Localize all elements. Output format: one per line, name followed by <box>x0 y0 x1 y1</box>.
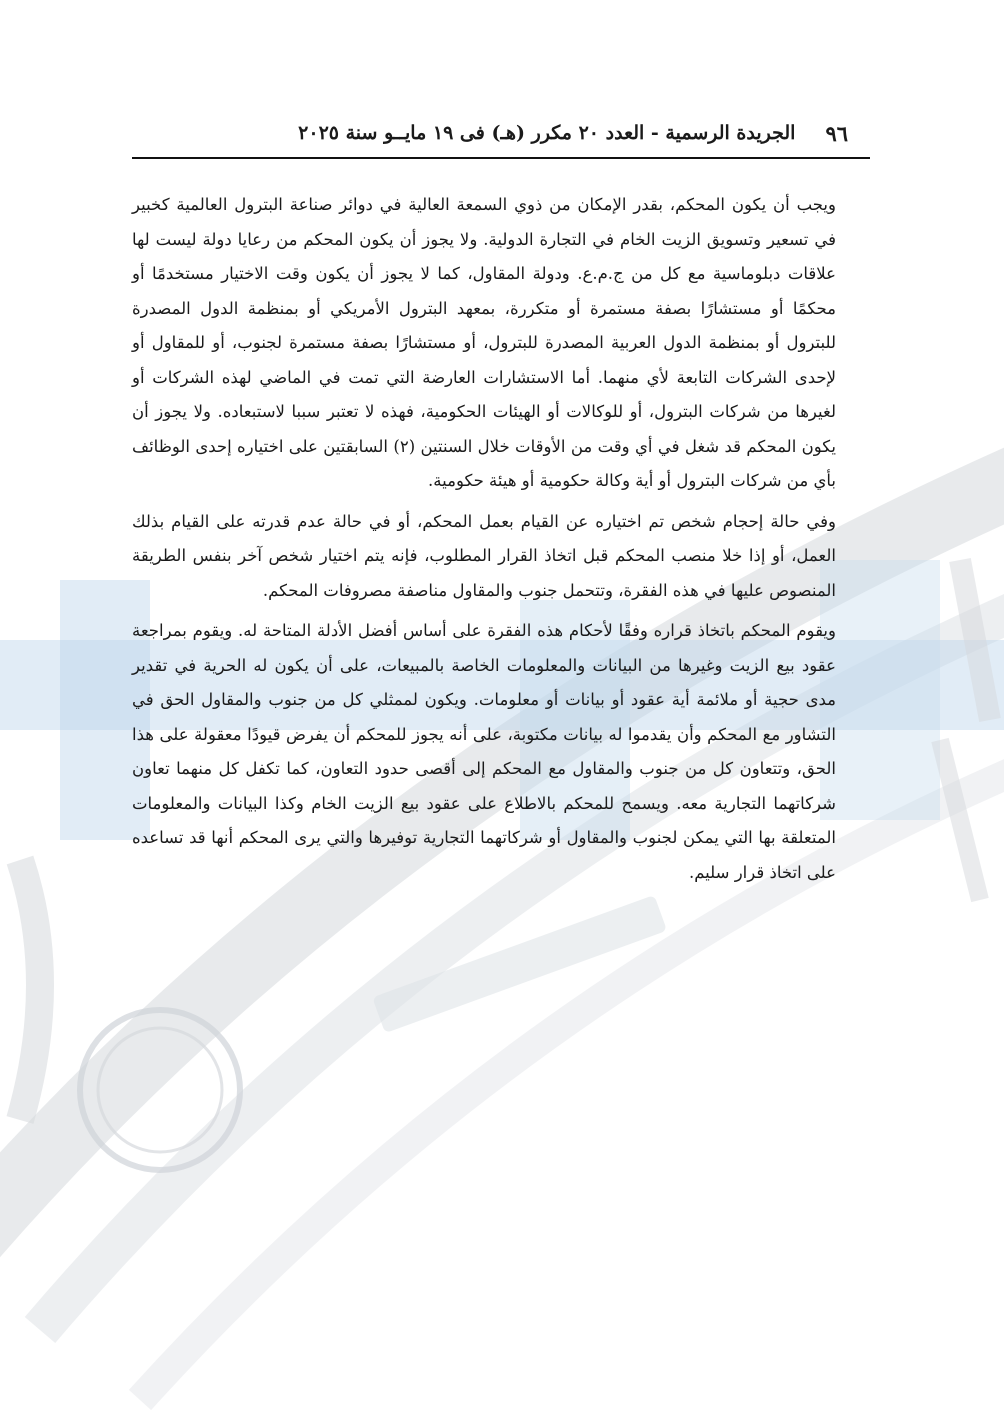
header-rule <box>132 157 870 159</box>
paragraph-arbitrator-decision: ويقوم المحكم باتخاذ قراره وفقًا لأحكام هذه الفقرة على أساس أفضل الأدلة المتاحة له. ويقوم بمراجعة عقود بيع الزيت وغيرها من البيانات والمعلومات الخاصة بالمبيعات، على أن يكون له الحرية في تقدير مدى حجية أو ملائمة أية عقود أو بيانات أو معلومات. ويكون لممثلي كل من جنوب والمقاول الحق في التشاور مع المحكم وأن يقدموا له بيانات مكتوبة، على أنه يجوز للمحكم أن يفرض قيودًا معقولة على هذا الحق، وتتعاون كل من جنوب والمقاول مع المحكم إلى أقصى حدود التعاون، كما تكفل كل منهما تعاون شركاتهما التجارية معه. ويسمح للمحكم بالاطلاع على عقود بيع الزيت الخام وكذا البيانات والمعلومات المتعلقة بها التي يمكن لجنوب والمقاول أو شركاتهما التجارية توفيرها والتي يرى المحكم أنها قد تساعده على اتخاذ قرار سليم. <box>132 621 836 882</box>
page-number: ٩٦ <box>825 120 848 146</box>
paragraph-arbitrator-qualifications: ويجب أن يكون المحكم، بقدر الإمكان من ذوي السمعة العالية في دوائر صناعة البترول العالمية كخبير في تسعير وتسويق الزيت الخام في التجارة الدولية. ولا يجوز أن يكون المحكم من رعايا دولة ليست لها علاقات دبلوماسية مع كل من ج.م.ع. ودولة المقاول، كما لا يجوز أن يكون وقت الاختيار مستخدمًا أو محكمًا أو مستشارًا بصفة مستمرة أو متكررة، بمعهد البترول الأمريكي أو بمنظمة الدول المصدرة للبترول أو بمنظمة الدول العربية المصدرة للبترول، أو مستشارًا بصفة مستمرة لجنوب، أو للمقاول أو لإحدى الشركات التابعة لأي منهما. أما الاستشارات العارضة التي تمت في الماضي لهذه الشركات أو لغيرها من شركات البترول، أو للوكالات أو الهيئات الحكومية، فهذه لا تعتبر سببا لاستبعاده. ولا يجوز أن يكون المحكم قد شغل في أي وقت من الأوقات خلال السنتين (٢) السابقتين على اختياره إحدى الوظائف بأي من شركات البترول أو أية وكالة حكومية أو هيئة حكومية. <box>132 195 836 490</box>
paragraph-arbitrator-replacement: وفي حالة إحجام شخص تم اختياره عن القيام بعمل المحكم، أو في حالة عدم قدرته على القيام بذلك العمل، أو إذا خلا منصب المحكم قبل اتخاذ القرار المطلوب، فإنه يتم اختيار شخص آخر بنفس الطريقة المنصوص عليها في هذه الفقرة، وتتحمل جنوب والمقاول مناصفة مصروفات المحكم. <box>132 511 836 600</box>
gazette-header-title: الجريدة الرسمية - العدد ٢٠ مكرر (هـ) فى ١٩ مايــو سنة ٢٠٢٥ <box>298 122 796 144</box>
document-body <box>132 188 836 896</box>
page-header <box>132 112 870 154</box>
